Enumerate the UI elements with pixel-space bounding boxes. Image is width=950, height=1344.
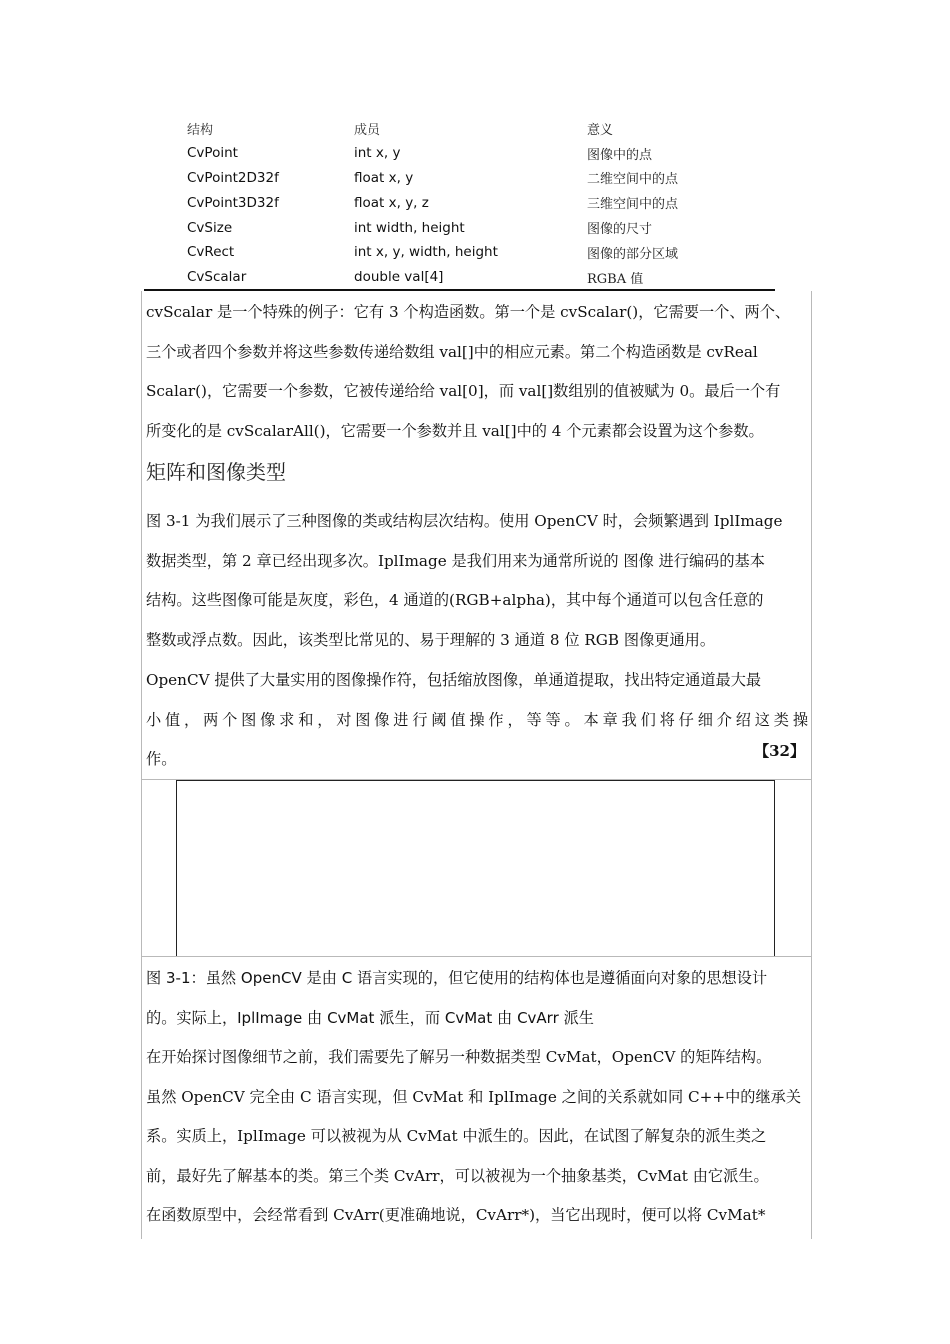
header-structure: 结构 [187,122,214,138]
caption-text: 派生 [558,1008,594,1027]
table-row [180,265,775,290]
table-row [180,240,775,265]
table-row [180,166,775,191]
cell-members: int x, y, width, height [354,244,498,261]
header-members: 成员 [354,122,381,138]
caption-text: 由 [492,1008,518,1027]
text-line: 整数或浮点数。因此，该类型比常见的、易于理解的 3 通道 8 位 RGB 图像更通用。 [146,630,716,649]
caption-text: 派生，而 [374,1008,445,1027]
cell-structure: CvPoint [187,145,238,162]
table-row [180,141,775,166]
table-row [180,215,775,240]
figure-placeholder [176,780,775,957]
caption-text: 语言实现的，但它使用的结构体也是遵循面向对象的思想设计 [352,969,768,987]
page-reference: 【32】 [754,742,805,760]
text-frame-bottom [141,956,812,1239]
text-line: 小值，两个图像求和，对图像进行阈值操作，等等。本章我们将仔细介绍这类操 [146,710,808,729]
cell-structure: CvScalar [187,269,247,286]
cell-members: float x, y [354,169,414,186]
caption-text: CvMat [444,1008,493,1027]
text-line: 数据类型，第 2 章已经出现多次。IplImage 是我们用来为通常所说的 图像 进行编码的基本 [146,551,765,570]
cell-structure: CvPoint3D32f [187,194,279,211]
caption-text: CvMat [327,1008,375,1027]
text-line: 结构。这些图像可能是灰度，彩色，4 通道的(RGB+alpha)，其中每个通道可以包含任意的 [146,591,764,609]
text-line: 在开始探讨图像细节之前，我们需要先了解另一种数据类型 CvMat，OpenCV 的矩阵结构。 [146,1048,772,1066]
header-meaning: 意义 [587,122,614,138]
cell-structure: CvRect [187,244,235,261]
cell-meaning: 图像的尺寸 [587,222,653,238]
caption-text: OpenCV [240,969,302,987]
table-row [180,190,775,215]
caption-text: ：虽然 [190,969,241,987]
cell-structure: CvPoint2D32f [187,169,279,186]
structure-table [180,116,775,290]
caption-text: 由 [302,1008,328,1027]
cell-meaning: 图像中的点 [587,147,653,163]
paragraph-operators [146,661,808,780]
paragraph-image-types [146,502,808,660]
caption-text: 是由 [301,969,342,987]
text-line: 三个或者四个参数并将这些参数传递给数组 val[]中的相应元素。第二个构造函数是 cvReal [146,342,758,361]
caption-text: 图 [146,969,167,987]
text-line: 作。 [146,750,177,768]
paragraph-cvmat [146,1038,808,1236]
caption-line-1 [146,959,808,999]
cell-members: float x, y, z [354,194,429,211]
caption-text: CvArr [517,1008,559,1027]
paragraph-cvscalar [146,293,808,451]
cell-meaning: 二维空间中的点 [587,172,679,188]
text-line: OpenCV 提供了大量实用的图像操作符，包括缩放图像，单通道提取，找出特定通道最大最 [146,671,762,689]
figure-caption [146,959,808,1038]
text-frame-top [141,291,812,780]
cell-meaning: 三维空间中的点 [587,197,679,213]
text-line: 虽然 OpenCV 完全由 C 语言实现，但 CvMat 和 IplImage 之间的关系就如同 C++中的继承关 [146,1087,802,1106]
text-line: 所变化的是 cvScalarAll()，它需要一个参数并且 val[]中的 4 个元素都会设置为这个参数。 [146,421,764,440]
text-line: 前，最好先了解基本的类。第三个类 CvArr，可以被视为一个抽象基类，CvMat 由它派生。 [146,1166,769,1185]
caption-text: 的。实际上， [146,1008,238,1027]
text-line: Scalar()，它需要一个参数，它被传递给给 val[0]，而 val[]数组别的值被赋为 0。最后一个有 [146,382,781,400]
cell-meaning: 图像的部分区域 [587,246,679,262]
cell-structure: CvSize [187,219,233,236]
table-header-row [180,116,775,141]
section-heading: 矩阵和图像类型 [146,460,286,484]
text-line: 系。实质上，IplImage 可以被视为从 CvMat 中派生的。因此，在试图了解复杂的派生类之 [146,1127,767,1145]
text-line: 在函数原型中，会经常看到 CvArr(更准确地说，CvArr*)，当它出现时，便可以将 CvMat* [146,1206,766,1224]
text-line: 图 3-1 为我们展示了三种图像的类或结构层次结构。使用 OpenCV 时，会频繁遇到 IplImage [146,512,783,530]
cell-members: double val[4] [354,269,444,286]
caption-line-2 [146,999,808,1039]
cell-meaning: RGBA 值 [587,271,644,287]
cell-members: int x, y [354,145,401,162]
caption-text: 3-1 [166,969,191,987]
cell-members: int width, height [354,219,465,236]
caption-text: IplImage [237,1008,303,1027]
caption-text: C [341,969,353,987]
text-line: cvScalar 是一个特殊的例子：它有 3 个构造函数。第一个是 cvScalar()，它需要一个、两个、 [146,303,791,321]
